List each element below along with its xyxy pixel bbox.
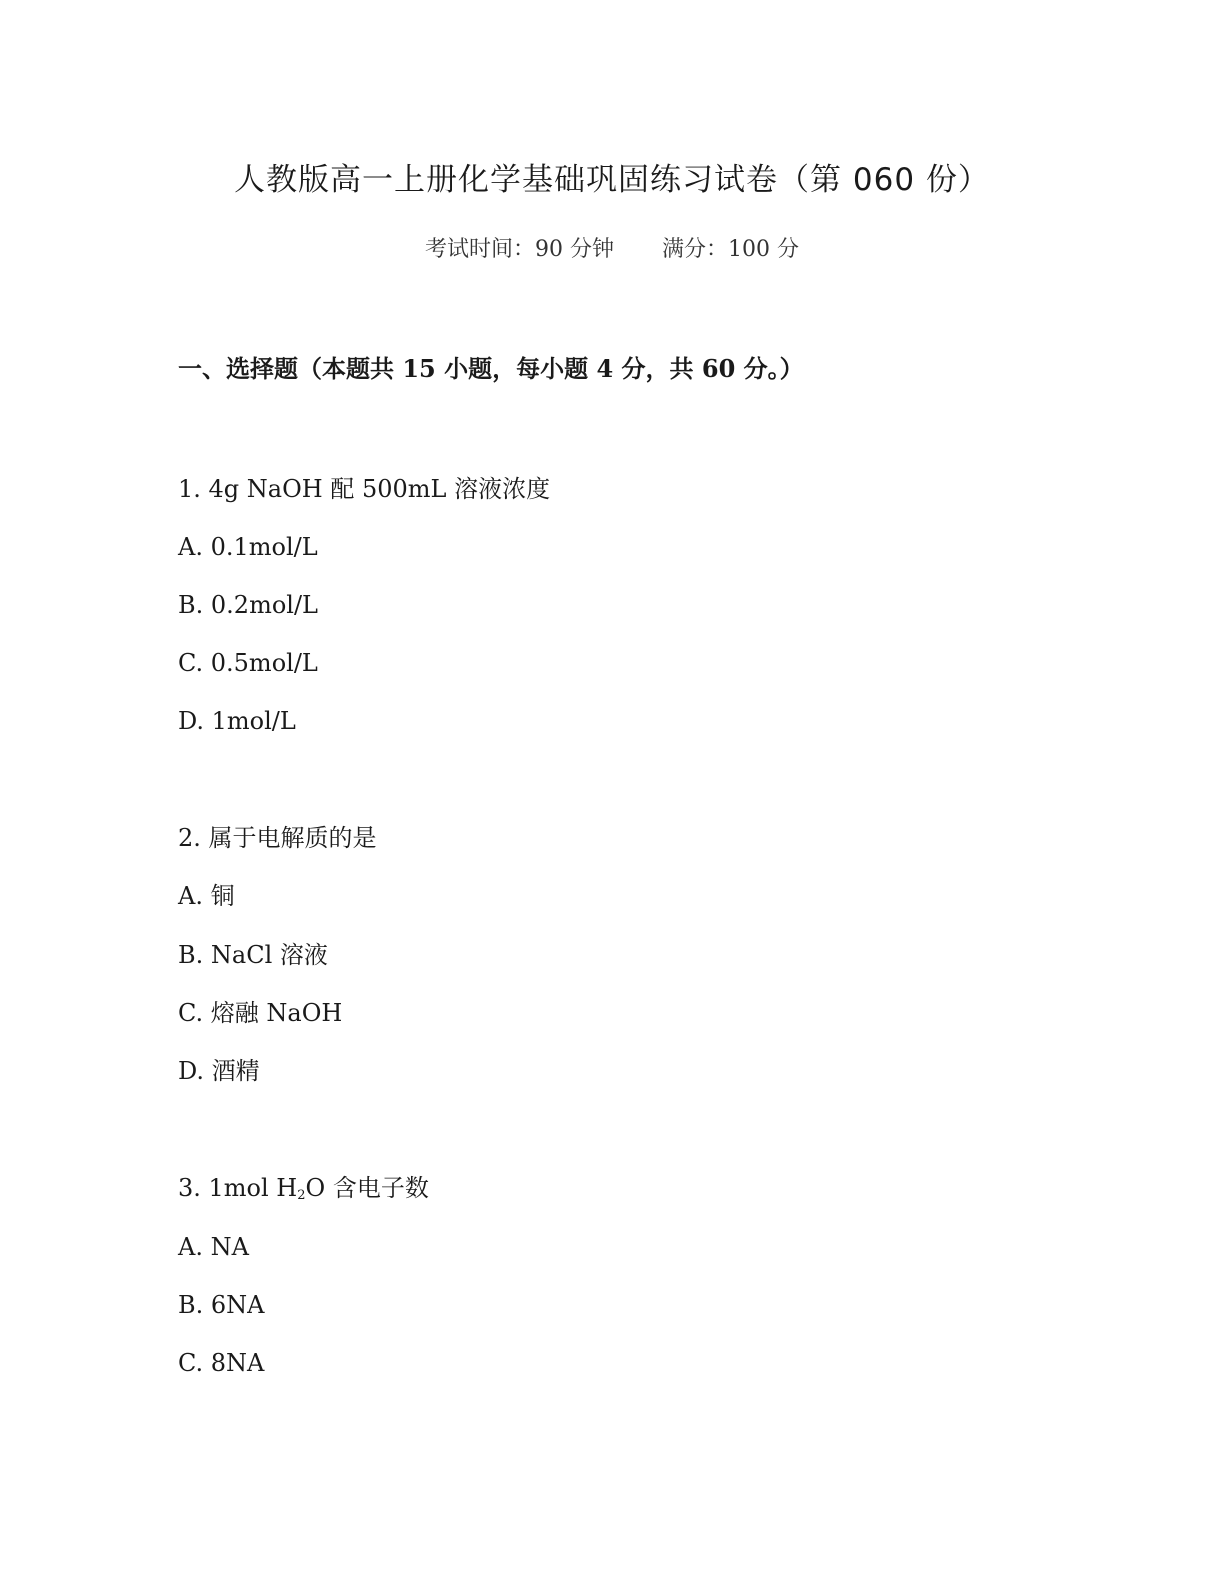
question-3-stem-subscript: 2 — [297, 1188, 306, 1203]
question-3-stem — [178, 1171, 429, 1213]
question-1-option-d: D. 1mol/L — [178, 707, 296, 735]
exam-time: 考试时间：90 分钟 — [425, 237, 614, 262]
question-2-option-b: B. NaCl 溶液 — [178, 941, 328, 969]
question-3-stem-prefix: 3. 1mol H — [178, 1174, 298, 1202]
question-1-option-c: C. 0.5mol/L — [178, 649, 318, 677]
question-2-option-a: A. 铜 — [178, 882, 235, 910]
question-3-option-c: C. 8NA — [178, 1349, 265, 1377]
full-score: 满分：100 分 — [662, 237, 799, 262]
question-2-option-d: D. 酒精 — [178, 1057, 260, 1085]
question-3-option-b: B. 6NA — [178, 1291, 265, 1319]
question-1-option-a: A. 0.1mol/L — [178, 533, 318, 561]
question-1-option-b: B. 0.2mol/L — [178, 591, 318, 619]
question-1-stem: 1. 4g NaOH 配 500mL 溶液浓度 — [178, 475, 551, 503]
question-2-stem: 2. 属于电解质的是 — [178, 824, 377, 852]
exam-title: 人教版高一上册化学基础巩固练习试卷（第 060 份） — [234, 162, 990, 198]
question-2-option-c: C. 熔融 NaOH — [178, 999, 343, 1027]
question-3-stem-suffix: O 含电子数 — [305, 1174, 429, 1202]
section-heading: 一、选择题（本题共 15 小题，每小题 4 分，共 60 分。） — [178, 354, 804, 383]
question-3-option-a: A. NA — [178, 1233, 249, 1261]
exam-meta — [0, 234, 1224, 266]
